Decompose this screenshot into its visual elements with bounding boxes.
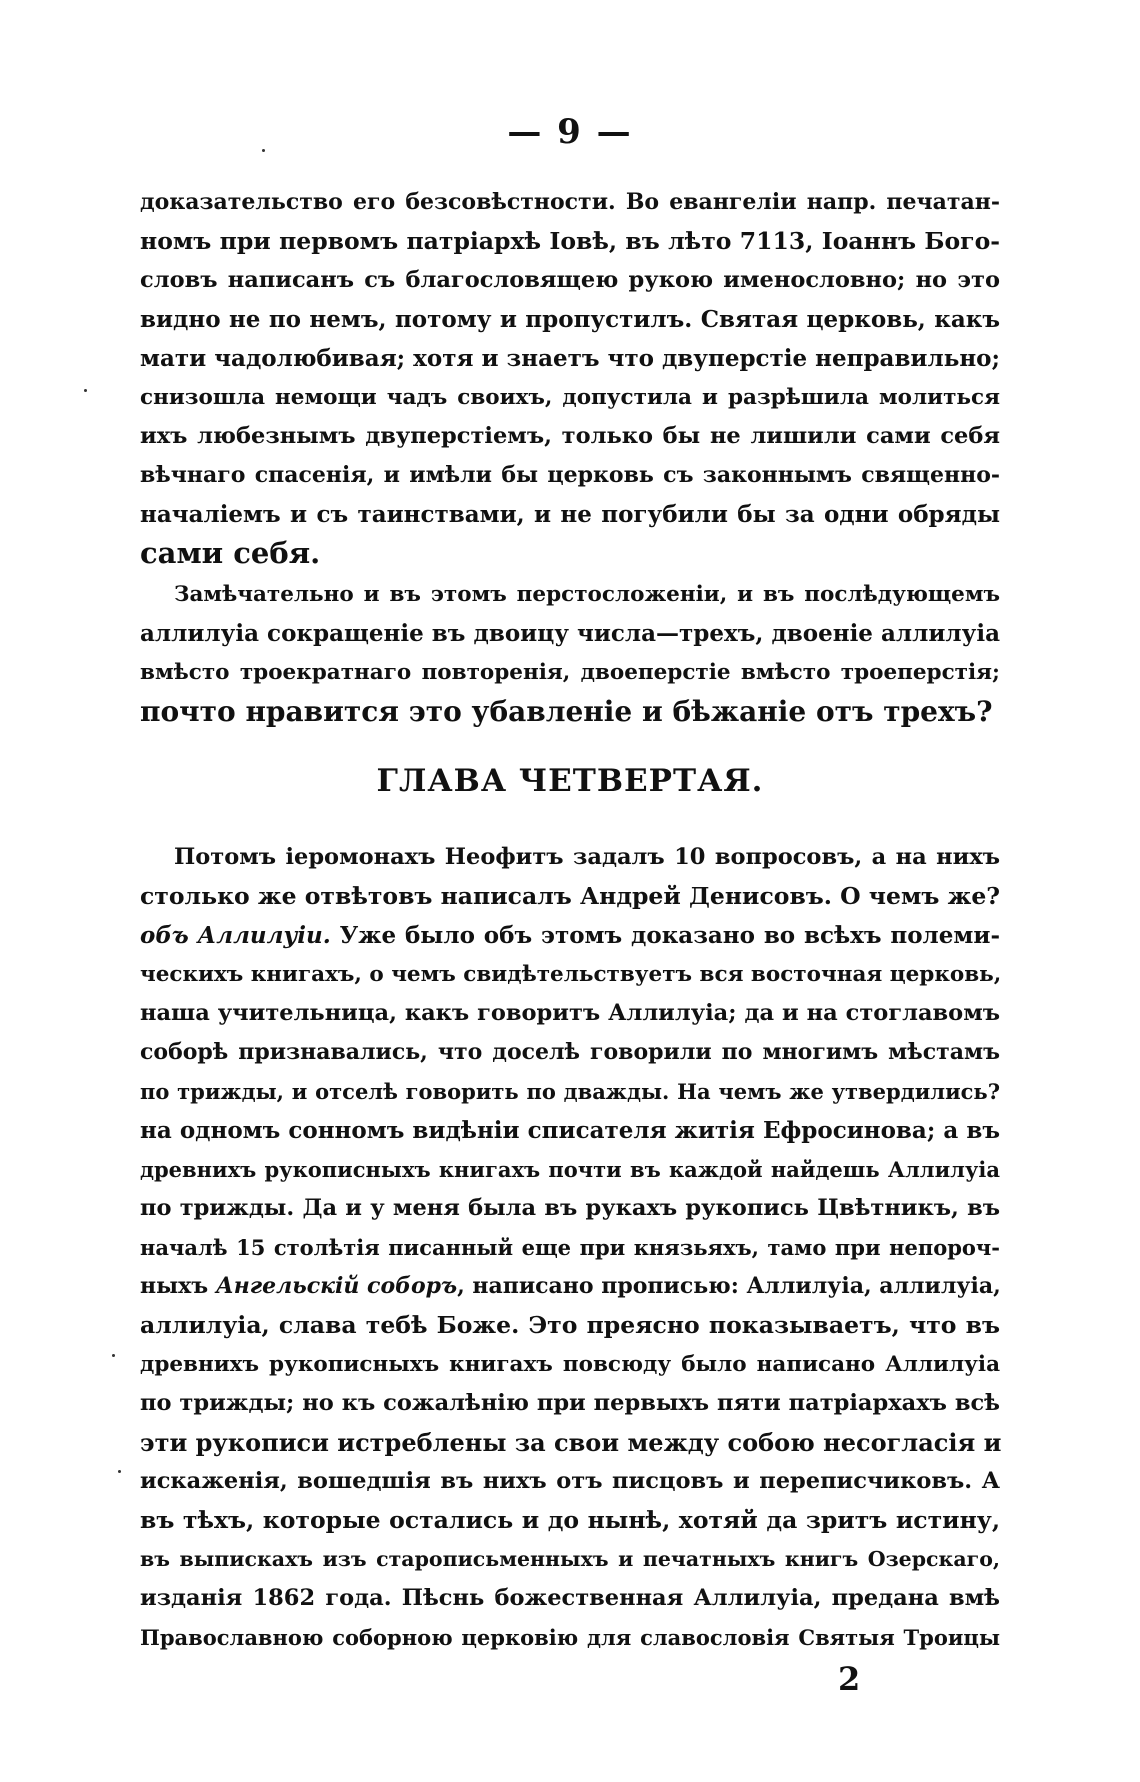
text-line: Замѣчательно и въ этомъ перстосложеніи, и въ послѣдующемъ: [174, 582, 1000, 607]
text-line: древнихъ рукописныхъ книгахъ повсюду было написано Аллилуіа: [140, 1352, 1000, 1377]
print-speck: [84, 389, 87, 392]
text-line: по трижды. Да и у меня была въ рукахъ рукопись Цвѣтникъ, въ: [140, 1195, 1000, 1221]
text-line: почто нравится это убавленіе и бѣжаніе отъ трехъ?: [140, 695, 993, 728]
text-line: вмѣсто троекратнаго повторенія, двоеперстіе вмѣсто троеперстія;: [140, 660, 1000, 685]
text-span: , написано прописью: Аллилуіа, аллилуіа,: [457, 1273, 1001, 1299]
text-line: въ выпискахъ изъ старописьменныхъ и печатныхъ книгъ Озерскаго,: [140, 1547, 1000, 1571]
text-line: по трижды; но къ сожалѣнію при первыхъ пяти патріархахъ всѣ: [140, 1390, 1000, 1416]
paragraph-1: [140, 183, 1000, 573]
text-line: соборѣ признавались, что доселѣ говорили по многимъ мѣстамъ: [140, 1039, 1000, 1065]
text-line: сами себя.: [140, 536, 321, 570]
paragraph-2: [140, 575, 1000, 731]
text-line: ческихъ книгахъ, о чемъ свидѣтельствуетъ вся восточная церковь,: [140, 962, 1002, 987]
text-line: ихъ любезнымъ двуперстіемъ, только бы не лишили сами себя: [140, 423, 1000, 449]
text-line: номъ при первомъ патріархѣ Іовѣ, въ лѣто 7113, Іоаннъ Бого-: [140, 227, 1000, 255]
italic-phrase: объ Аллилуіи.: [140, 922, 331, 949]
page-number: — 9 —: [507, 112, 633, 152]
text-line: древнихъ рукописныхъ книгахъ почти въ каждой найдешь Аллилуіа: [140, 1157, 1000, 1182]
text-line: мати чадолюбивая; хотя и знаетъ что двуперстіе неправильно;: [140, 345, 1000, 372]
print-speck: [118, 1470, 121, 1473]
text-line: [140, 916, 1000, 955]
print-speck: [112, 1354, 115, 1357]
text-line: Потомъ іеромонахъ Неофитъ задалъ 10 вопросовъ, а на нихъ: [174, 844, 1000, 870]
italic-phrase: Ангельскій соборъ: [215, 1273, 458, 1299]
signature-mark: 2: [838, 1660, 861, 1698]
text-line: словъ написанъ съ благословящею рукою именословно; но это: [140, 267, 1000, 293]
text-span: Уже было объ этомъ доказано во всѣхъ полеми-: [330, 922, 1000, 949]
text-line: наша учительница, какъ говоритъ Аллилуіа; да и на стоглавомъ: [140, 1000, 1000, 1026]
text-line: началѣ 15 столѣтія писанный еще при князьяхъ, тамо при непороч-: [140, 1235, 1000, 1260]
text-line: вѣчнаго спасенія, и имѣли бы церковь съ законнымъ священно-: [140, 462, 1000, 488]
text-line: въ тѣхъ, которые остались и до нынѣ, хотяй да зритъ истину,: [140, 1506, 1000, 1534]
text-line: началіемъ и съ таинствами, и не погубили бы за одни обряды: [140, 501, 1000, 528]
text-line: искаженія, вошедшія въ нихъ отъ писцовъ и переписчиковъ. А: [140, 1468, 1000, 1494]
chapter-heading: ГЛАВА ЧЕТВЕРТАЯ.: [376, 763, 764, 799]
text-line: по трижды, и отселѣ говорить по дважды. На чемъ же утвердились?: [140, 1079, 1000, 1104]
text-line: аллилуіа сокращеніе въ двоицу числа—трехъ, двоеніе аллилуіа: [140, 620, 1000, 647]
text-line: видно не по немъ, потому и пропустилъ. Святая церковь, какъ: [140, 306, 1000, 333]
text-line: изданія 1862 года. Пѣснь божественная Аллилуіа, предана вмѣ: [140, 1585, 1000, 1611]
text-line: снизошла немощи чадъ своихъ, допустила и разрѣшила молиться: [140, 385, 1000, 410]
print-speck: [262, 149, 265, 152]
text-line: аллилуіа, слава тебѣ Боже. Это преясно показываетъ, что въ: [140, 1311, 1000, 1339]
text-line: столько же отвѣтовъ написалъ Андрей Денисовъ. О чемъ же?: [140, 882, 1001, 910]
text-span: ныхъ: [140, 1273, 216, 1299]
text-line: эти рукописи истреблены за свои между собою несогласія и: [140, 1428, 1002, 1457]
text-line: доказательство его безсовѣстности. Во евангеліи напр. печатан-: [140, 189, 1000, 215]
paragraph-3: [140, 838, 1000, 1657]
text-line: на одномъ сонномъ видѣніи списателя житія Ефросинова; а въ: [140, 1117, 1000, 1144]
text-line: [140, 1267, 1000, 1306]
text-line: Православною соборною церковію для славословія Святыя Троицы: [140, 1625, 1000, 1650]
